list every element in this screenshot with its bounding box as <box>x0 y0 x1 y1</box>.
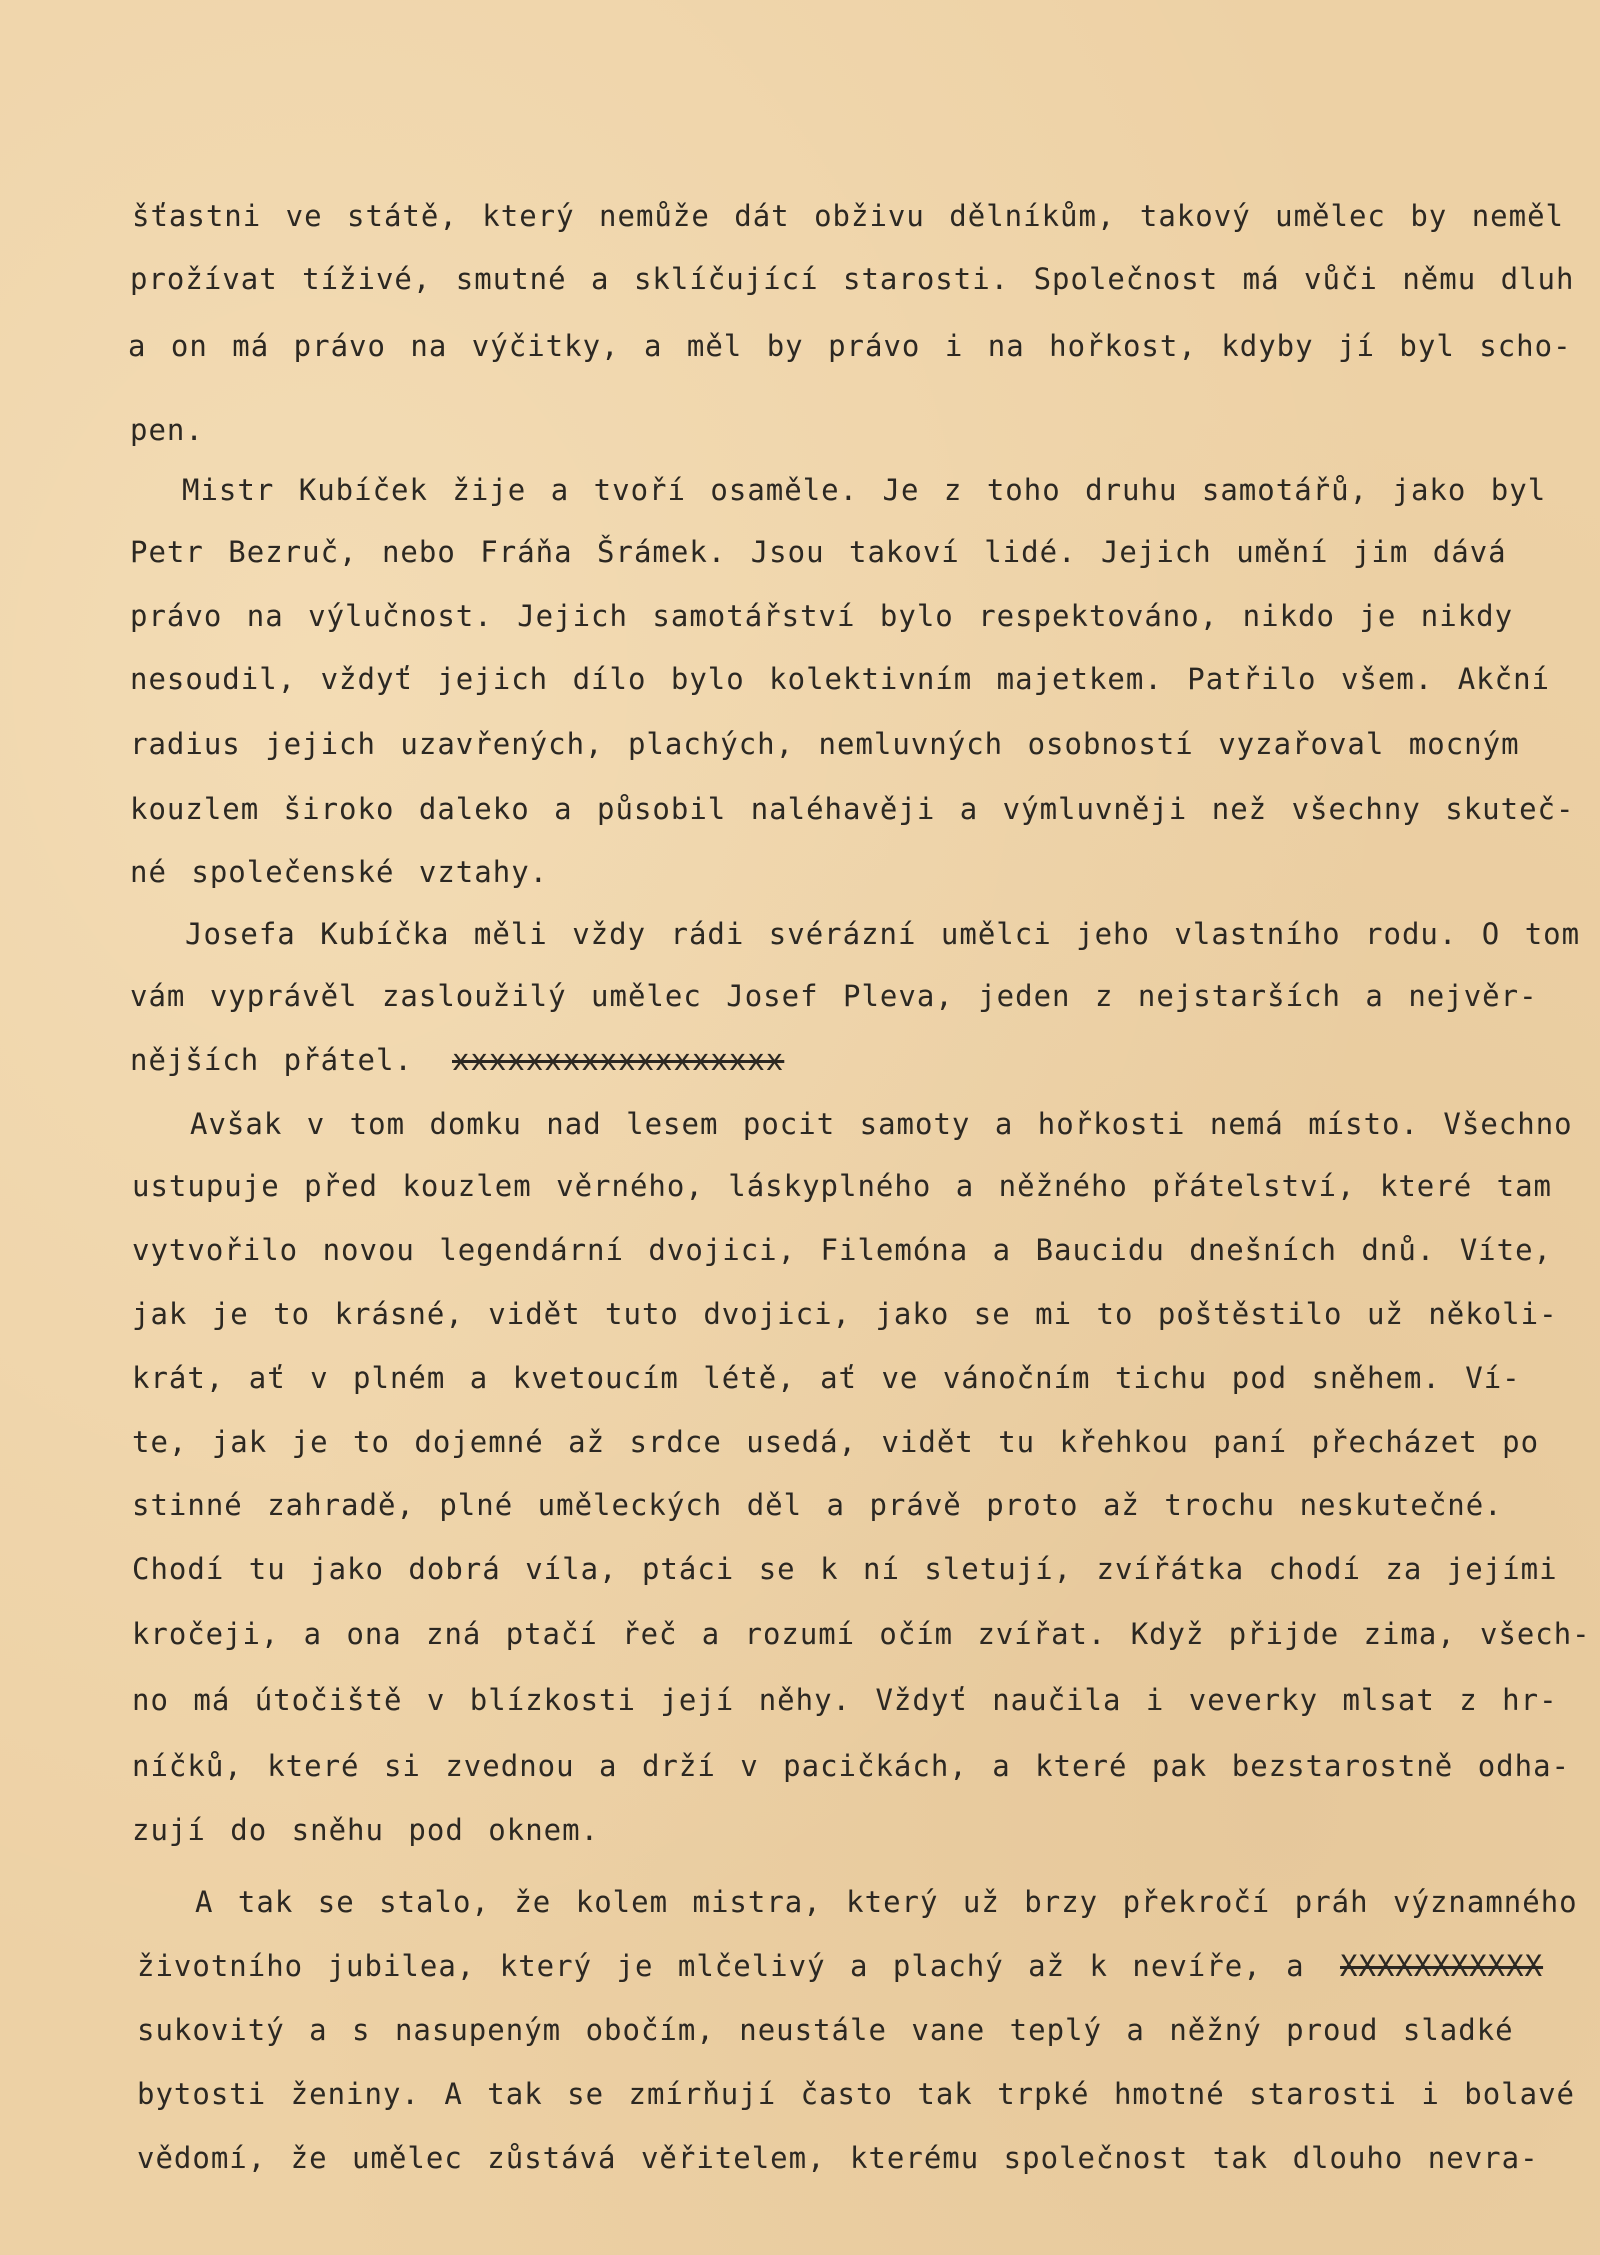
text-line-8: nesoudil, vždyť jejich dílo bylo kolektivním majetkem. Patřilo všem. Akční <box>130 662 1551 696</box>
text-line-29: sukovitý a s nasupeným obočím, neustále vane teplý a něžný proud sladké <box>137 2013 1514 2047</box>
text-line-24: no má útočiště v blízkosti její něhy. Vždyť naučila i veverky mlsat z hr- <box>132 1683 1558 1717</box>
text-line-3: a on má právo na výčitky, a měl by právo i na hořkost, kdyby jí byl scho- <box>128 329 1572 363</box>
text-line-21: stinné zahradě, plné uměleckých děl a právě proto až trochu neskutečné. <box>132 1488 1503 1522</box>
text-line-19: krát, ať v plném a kvetoucím létě, ať ve vánočním tichu pod sněhem. Ví- <box>132 1361 1521 1395</box>
text-line-16: ustupuje před kouzlem věrného, láskyplného a něžného přátelství, které tam <box>132 1169 1553 1203</box>
text-line-26: zují do sněhu pod oknem. <box>132 1813 600 1847</box>
text-line-13: vám vyprávěl zasloužilý umělec Josef Pleva, jeden z nejstarších a nejvěr- <box>130 979 1538 1013</box>
text-line-23: kročeji, a ona zná ptačí řeč a rozumí očím zvířat. Když přijde zima, všech- <box>132 1617 1591 1651</box>
struck-out-text: xxxxxxxxxxxxxxxxxx <box>452 1043 785 1077</box>
text-line-1: šťastni ve státě, který nemůže dát obživu dělníkům, takový umělec by neměl <box>132 199 1565 233</box>
text-line-7: právo na výlučnost. Jejich samotářství bylo respektováno, nikdo je nikdy <box>130 599 1514 633</box>
text-line-11: né společenské vztahy. <box>130 855 549 889</box>
text-line-18: jak je to krásné, vidět tuto dvojici, jako se mi to poštěstilo už několi- <box>132 1297 1558 1331</box>
text-line-22: Chodí tu jako dobrá víla, ptáci se k ní sletují, zvířátka chodí za jejími <box>132 1552 1558 1586</box>
text-line-5: Mistr Kubíček žije a tvoří osaměle. Je z toho druhu samotářů, jako byl <box>182 473 1547 507</box>
text-line-27: A tak se stalo, že kolem mistra, který už brzy překročí práh významného <box>195 1885 1578 1919</box>
text-line-6: Petr Bezruč, nebo Fráňa Šrámek. Jsou takoví lidé. Jejich umění jim dává <box>130 535 1507 569</box>
text-line-25: níčků, které si zvednou a drží v pacičkách, a které pak bezstarostně odha- <box>132 1749 1571 1783</box>
text-line-28: životního jubilea, který je mlčelivý a plachý až k nevíře, a XXXXXXXXXXX <box>0 1944 1600 1988</box>
text-line-20: te, jak je to dojemné až srdce usedá, vidět tu křehkou paní přecházet po <box>132 1425 1540 1459</box>
text-line-30: bytosti ženiny. A tak se zmírňují často tak trpké hmotné starosti i bolavé <box>137 2077 1576 2111</box>
struck-out-text: XXXXXXXXXXX <box>1340 1949 1544 1983</box>
text-line-2: prožívat tíživé, smutné a sklíčující starosti. Společnost má vůči němu dluh <box>130 262 1575 296</box>
text-line-10: kouzlem široko daleko a působil naléhavěji a výmluvněji než všechny skuteč- <box>130 792 1575 826</box>
text-line-12: Josefa Kubíčka měli vždy rádi svérázní umělci jeho vlastního rodu. O tom <box>185 917 1581 951</box>
text-line-9: radius jejich uzavřených, plachých, nemluvných osobností vyzařoval mocným <box>130 727 1520 761</box>
text-line-31: vědomí, že umělec zůstává věřitelem, kterému společnost tak dlouho nevra- <box>137 2141 1539 2175</box>
text-line-15: Avšak v tom domku nad lesem pocit samoty a hořkosti nemá místo. Všechno <box>190 1107 1573 1141</box>
text-line-17: vytvořilo novou legendární dvojici, Filemóna a Baucidu dnešních dnů. Víte, <box>132 1233 1553 1267</box>
text-line-14: nějších přátel. xxxxxxxxxxxxxxxxxx <box>0 1038 1600 1082</box>
text-line-4: pen. <box>130 413 204 447</box>
